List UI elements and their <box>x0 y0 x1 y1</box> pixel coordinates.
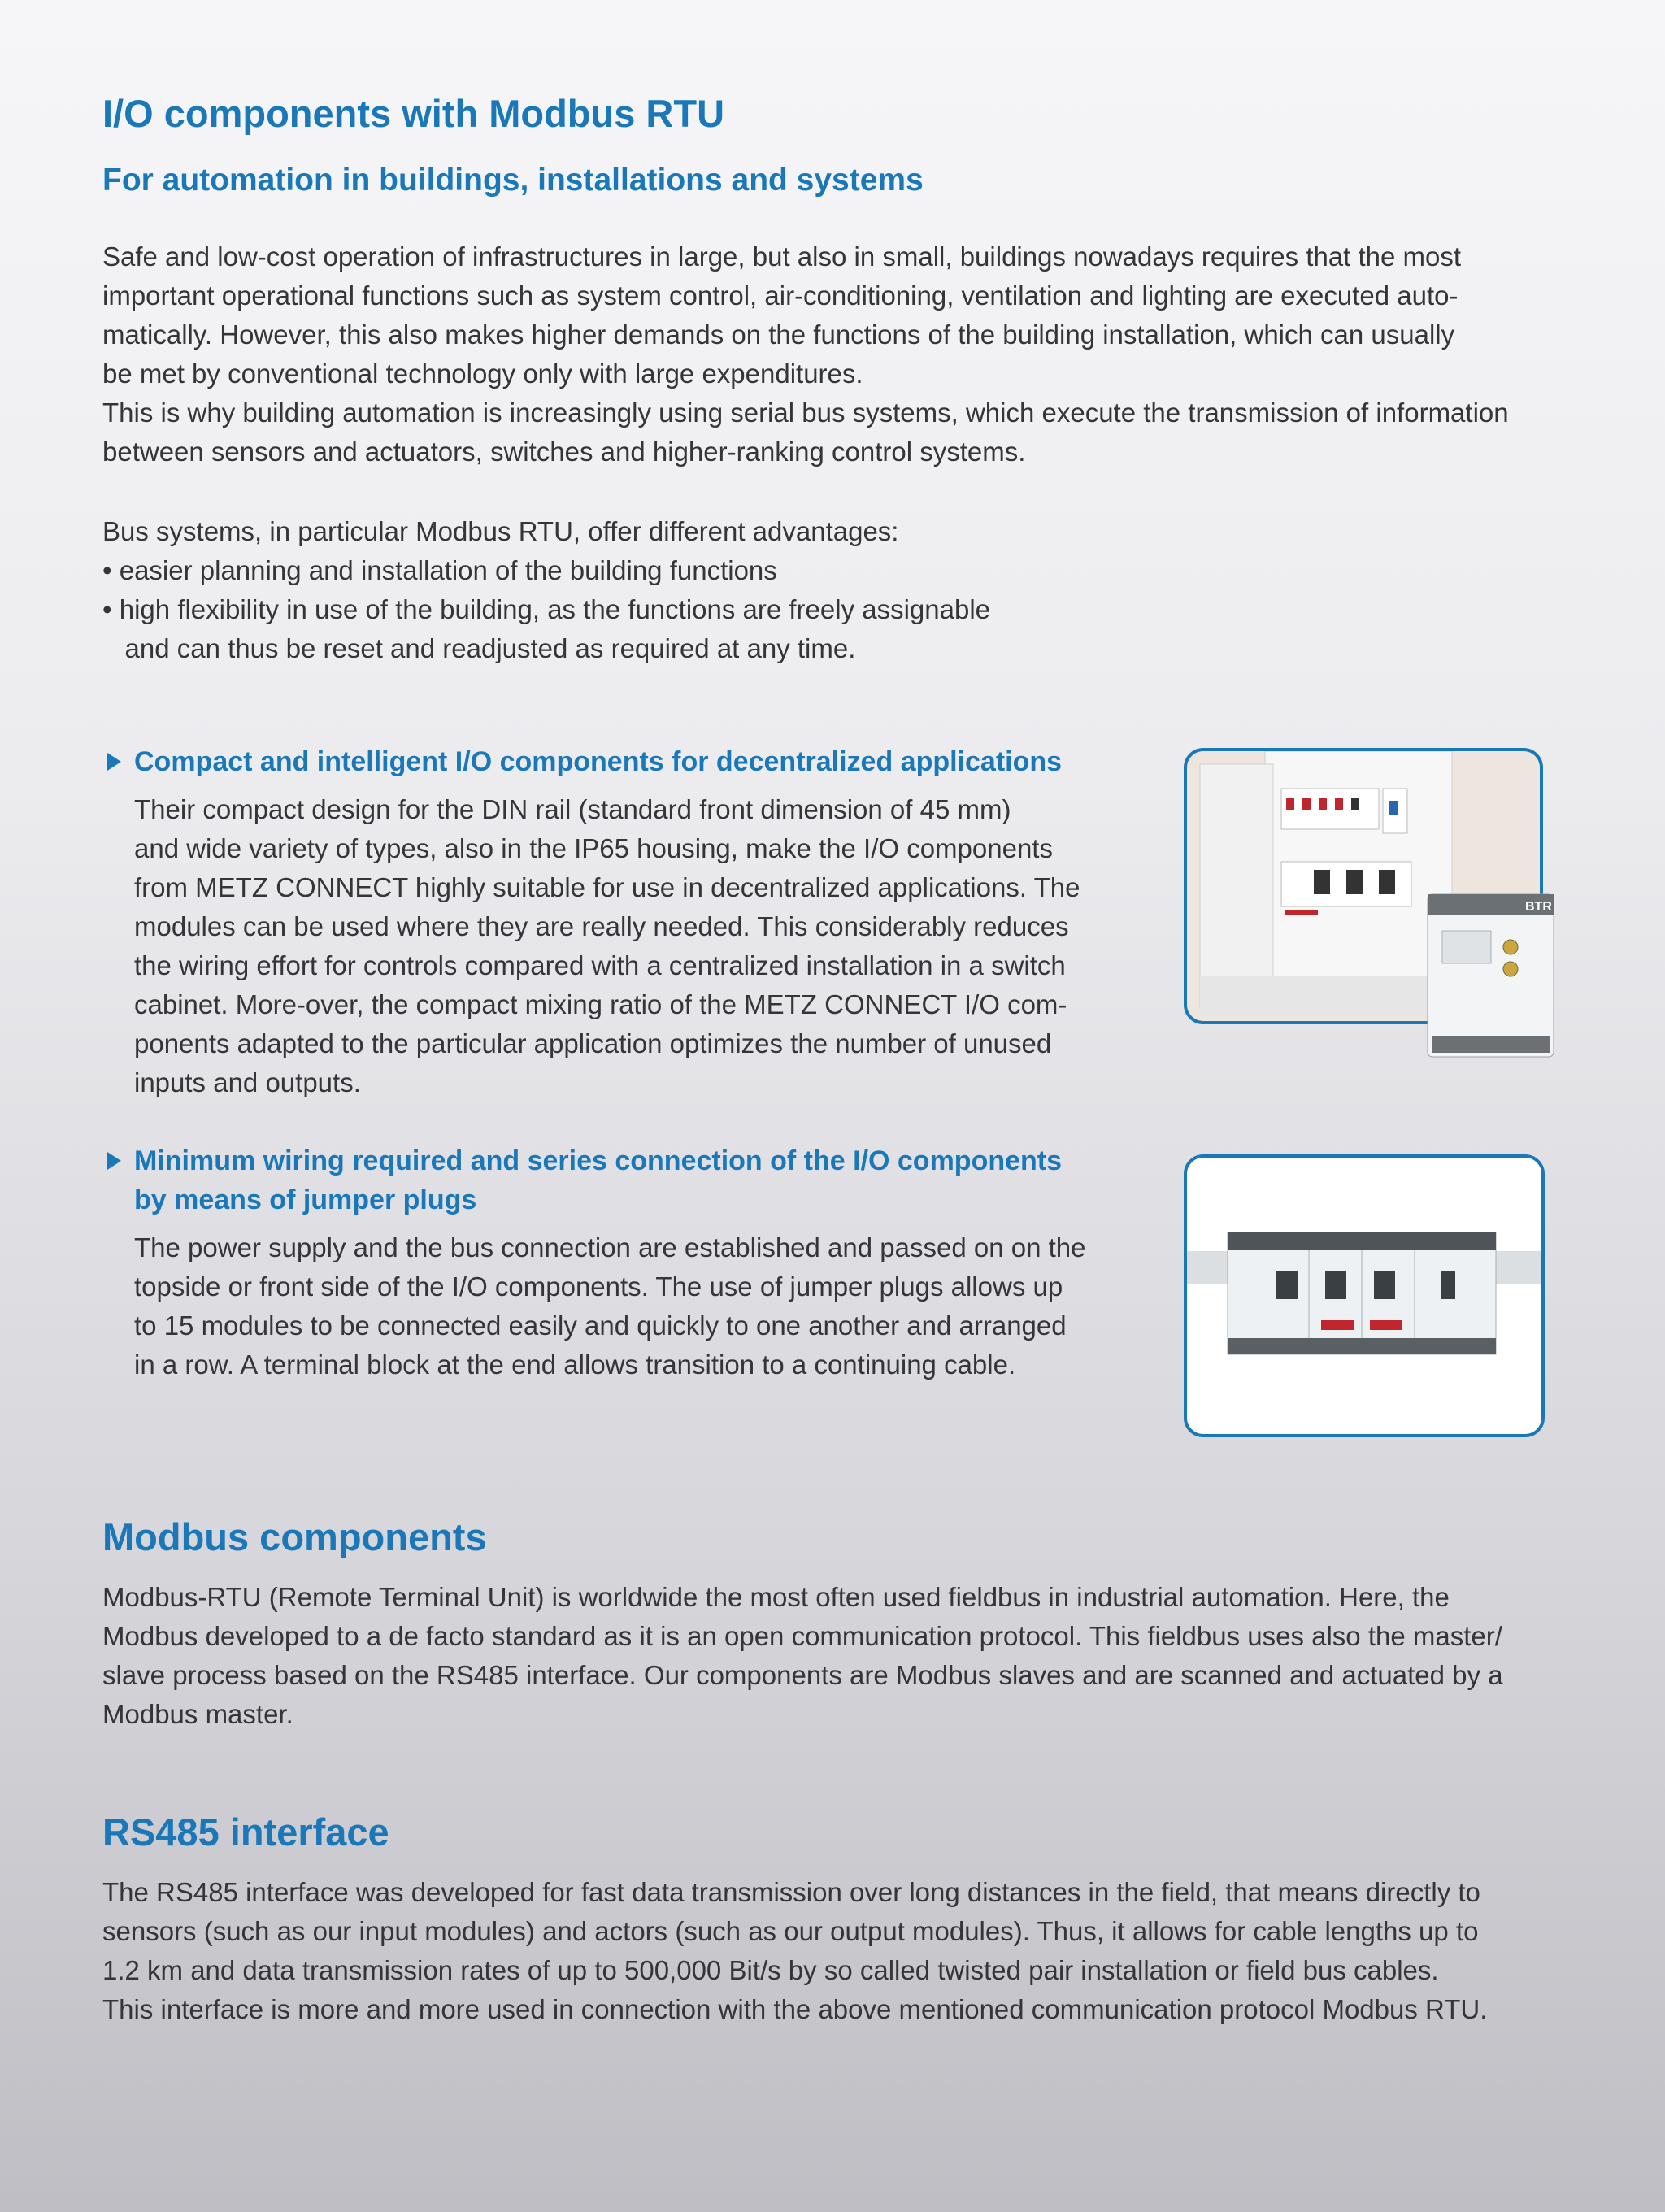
page-title: I/O components with Modbus RTU <box>102 92 725 135</box>
triangle-bullet-icon <box>107 1152 121 1170</box>
feature1-body <box>134 790 1080 1102</box>
modbus-line: Modbus master. <box>102 1699 293 1729</box>
feature1-line: the wiring effort for controls compared with a centralized installation in a switch <box>134 950 1066 980</box>
btr-logo: BTR <box>1525 900 1552 914</box>
rs485-heading: RS485 interface <box>102 1810 389 1853</box>
intro-line: important operational functions such as system control, air-conditioning, ventilation and lighting are executed auto- <box>102 280 1459 311</box>
triangle-bullet-icon <box>107 753 121 771</box>
feature1-line: inputs and outputs. <box>134 1067 361 1097</box>
rs485-line: 1.2 km and data transmission rates of up to 500,000 Bit/s by so called twisted pair installation or field bus cables. <box>102 1955 1439 1985</box>
feature1-line: ponents adapted to the particular application optimizes the number of unused <box>134 1028 1052 1058</box>
intro-line: be met by conventional technology only with large expenditures. <box>102 359 863 389</box>
rs485-line: This interface is more and more used in connection with the above mentioned communication protocol Modbus RTU. <box>102 1994 1488 2024</box>
intro-line: between sensors and actuators, switches and higher-ranking control systems. <box>102 437 1026 467</box>
feature1-line: cabinet. More-over, the compact mixing ratio of the METZ CONNECT I/O com- <box>134 989 1067 1019</box>
cabinet-photo <box>1184 748 1552 1024</box>
rs485-paragraph <box>102 1873 1487 2029</box>
advantage-item: • high flexibility in use of the building, as the functions are freely assignable <box>102 594 991 624</box>
modbus-line: Modbus developed to a de facto standard as it is an open communication protocol. This fieldbus uses also the master/ <box>102 1621 1502 1651</box>
feature1-line: modules can be used where they are really needed. This considerably reduces <box>134 911 1069 941</box>
intro-line: This is why building automation is increasingly using serial bus systems, which execute the transmission of information <box>102 398 1509 428</box>
rs485-line: The RS485 interface was developed for fast data transmission over long distances in the field, that means directly to <box>102 1877 1480 1907</box>
feature2-body <box>134 1228 1086 1384</box>
advantages-list <box>102 512 990 668</box>
feature2-line: topside or front side of the I/O components. The use of jumper plugs allows up <box>134 1271 1063 1302</box>
page-subtitle: For automation in buildings, installations and systems <box>102 163 924 198</box>
feature2-heading <box>134 1141 1062 1219</box>
feature1-line: from METZ CONNECT highly suitable for use in decentralized applications. The <box>134 872 1080 902</box>
advantages-lead: Bus systems, in particular Modbus RTU, offer different advantages: <box>102 516 899 546</box>
feature1-line: Their compact design for the DIN rail (standard front dimension of 45 mm) <box>134 794 1011 824</box>
feature2-heading-line: by means of jumper plugs <box>134 1184 477 1215</box>
feature2-line: to 15 modules to be connected easily and quickly to one another and arranged <box>134 1310 1067 1341</box>
modbus-paragraph <box>102 1578 1503 1734</box>
feature1-heading: Compact and intelligent I/O components for decentralized applications <box>134 746 1063 777</box>
feature2-line: in a row. A terminal block at the end allows transition to a continuing cable. <box>134 1349 1016 1380</box>
modbus-heading: Modbus components <box>102 1515 487 1558</box>
feature1-line: and wide variety of types, also in the IP65 housing, make the I/O components <box>134 833 1053 863</box>
rs485-line: sensors (such as our input modules) and actors (such as our output modules). Thus, it allows for cable lengths up to <box>102 1916 1479 1946</box>
modbus-line: Modbus-RTU (Remote Terminal Unit) is worldwide the most often used fieldbus in industrial automation. Here, the <box>102 1582 1450 1612</box>
advantage-item: and can thus be reset and readjusted as required at any time. <box>102 633 856 663</box>
din-rail-modules-photo <box>1184 1154 1545 1437</box>
intro-line: matically. However, this also makes higher demands on the functions of the building installation, which can usually <box>102 319 1455 350</box>
feature2-heading-line: Minimum wiring required and series connection of the I/O components <box>134 1145 1063 1176</box>
modbus-line: slave process based on the RS485 interface. Our components are Modbus slaves and are scanned and actuated by a <box>102 1660 1503 1690</box>
feature2-line: The power supply and the bus connection are established and passed on on the <box>134 1232 1086 1262</box>
advantage-item: • easier planning and installation of the building functions <box>102 555 777 585</box>
intro-paragraph <box>102 237 1509 472</box>
intro-line: Safe and low-cost operation of infrastructures in large, but also in small, buildings nowadays requires that the most <box>102 241 1462 272</box>
